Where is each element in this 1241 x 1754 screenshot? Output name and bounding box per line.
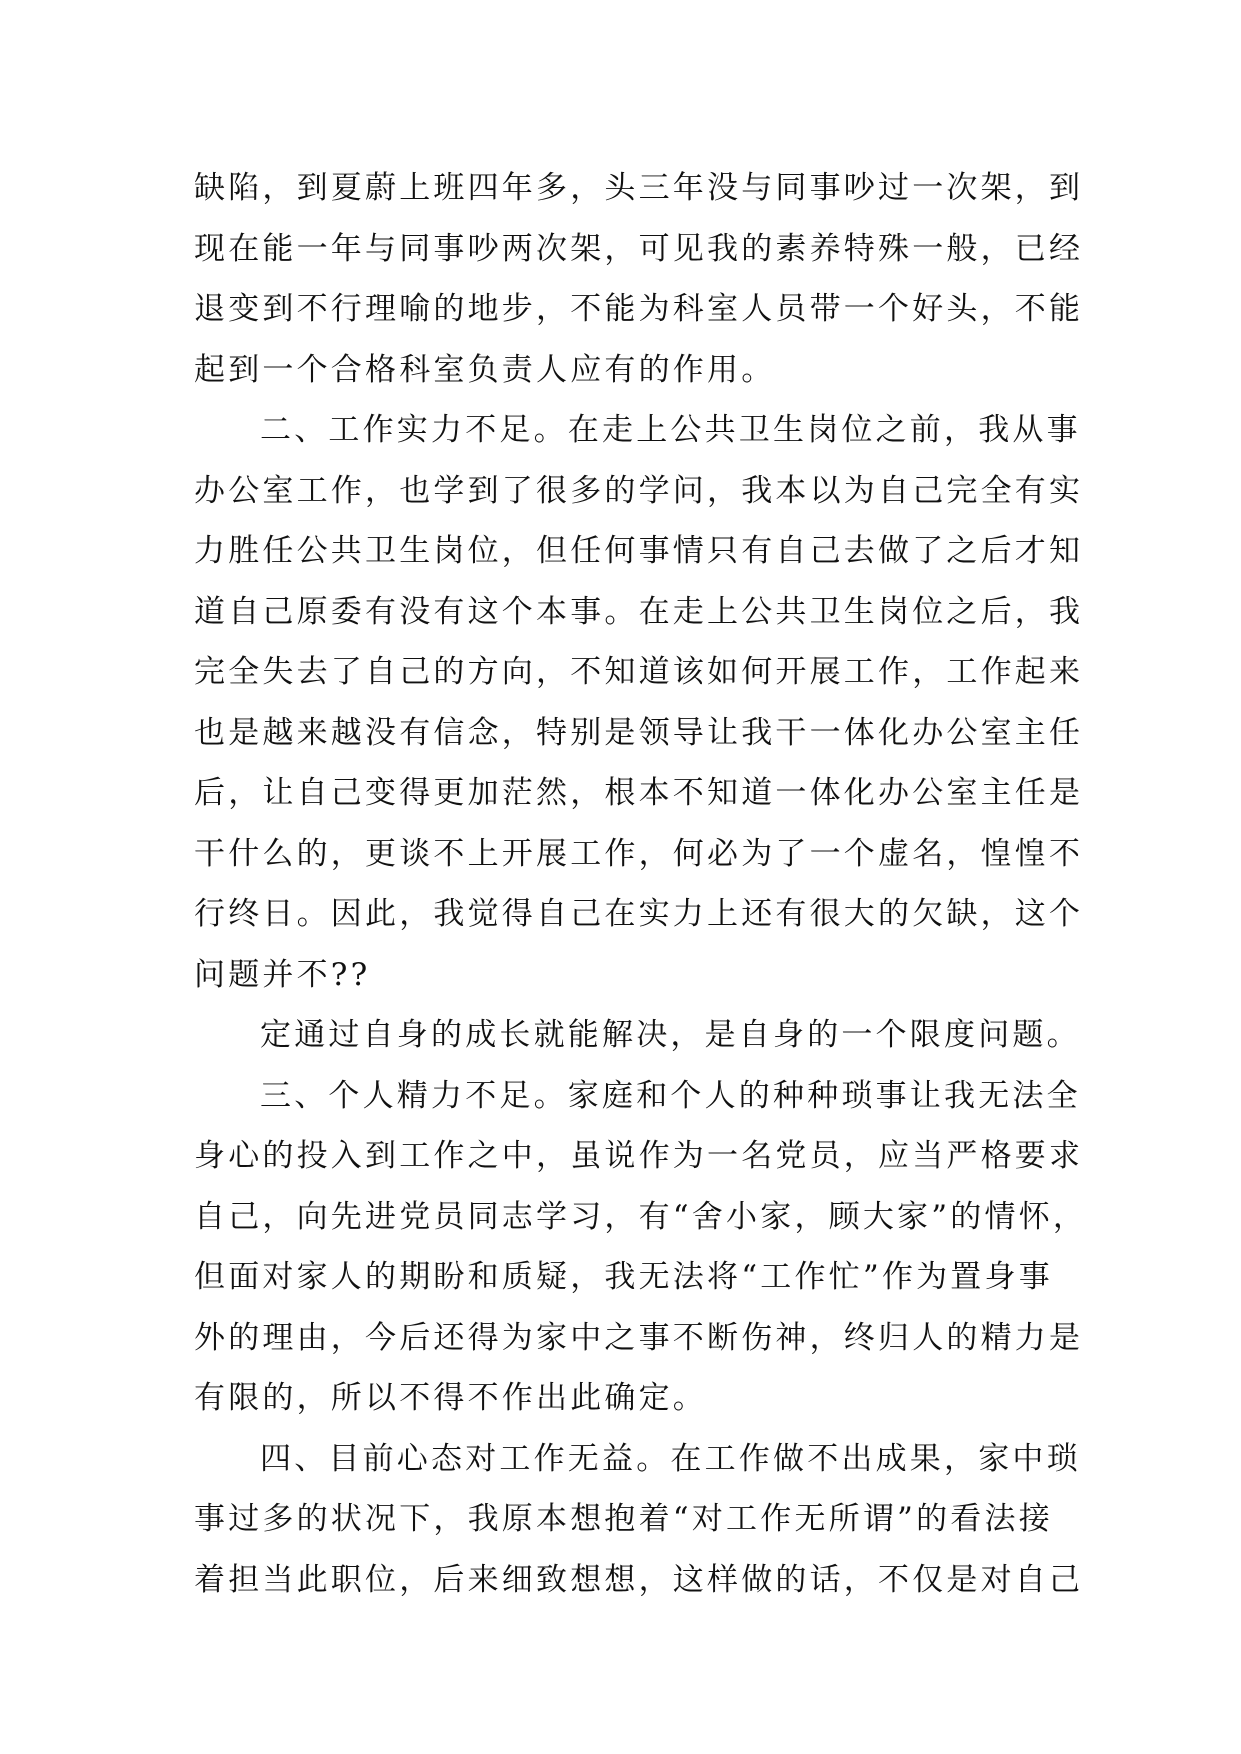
text-line: 现在能一年与同事吵两次架，可见我的素养特殊一般，已经 <box>194 230 1084 267</box>
paragraph-start-line: 二、工作实力不足。在走上公共卫生岗位之前，我从事 <box>260 412 1081 448</box>
text-line: 身心的投入到工作之中，虽说作为一名党员，应当严格要求 <box>194 1138 1084 1174</box>
paragraph-start-line: 三、个人精力不足。家庭和个人的种种琐事让我无法全 <box>260 1077 1081 1114</box>
text-line: 问题并不?? <box>194 956 371 993</box>
text-line: 后，让自己变得更加茫然，根本不知道一体化办公室主任是 <box>194 775 1084 811</box>
text-line: 缺陷，到夏蔚上班四年多，头三年没与同事吵过一次架，到 <box>194 170 1084 206</box>
text-line: 外的理由，今后还得为家中之事不断伤神，终归人的精力是 <box>194 1319 1084 1356</box>
text-line: 完全失去了自己的方向，不知道该如何开展工作，工作起来 <box>194 654 1084 690</box>
text-line: 退变到不行理喻的地步，不能为科室人员带一个好头，不能 <box>194 291 1084 327</box>
text-line: 起到一个合格科室负责人应有的作用。 <box>194 351 776 388</box>
text-line: 自己，向先进党员同志学习，有“舍小家，顾大家”的情怀， <box>194 1198 1088 1235</box>
paragraph-start-line: 四、目前心态对工作无益。在工作做不出成果，家中琐 <box>260 1440 1081 1477</box>
text-line: 力胜任公共卫生岗位，但任何事情只有自己去做了之后才知 <box>194 533 1084 569</box>
text-line: 道自己原委有没有这个本事。在走上公共卫生岗位之后，我 <box>194 593 1084 630</box>
text-line: 有限的，所以不得不作出此确定。 <box>194 1380 707 1416</box>
text-line: 事过多的状况下，我原本想抱着“对工作无所谓”的看法接 <box>194 1501 1053 1537</box>
document-body <box>194 158 1088 1610</box>
text-line: 但面对家人的期盼和质疑，我无法将“工作忙”作为置身事 <box>194 1259 1053 1295</box>
text-line: 也是越来越没有信念，特别是领导让我干一体化办公室主任 <box>194 714 1084 751</box>
text-line: 办公室工作，也学到了很多的学问，我本以为自己完全有实 <box>194 472 1084 509</box>
text-line: 着担当此职位，后来细致想想，这样做的话，不仅是对自己 <box>194 1561 1084 1598</box>
paragraph-start-line: 定通过自身的成长就能解决，是自身的一个限度问题。 <box>260 1017 1081 1053</box>
text-line: 行终日。因此，我觉得自己在实力上还有很大的欠缺，这个 <box>194 896 1084 932</box>
text-line: 干什么的，更谈不上开展工作，何必为了一个虚名，惶惶不 <box>194 835 1084 872</box>
